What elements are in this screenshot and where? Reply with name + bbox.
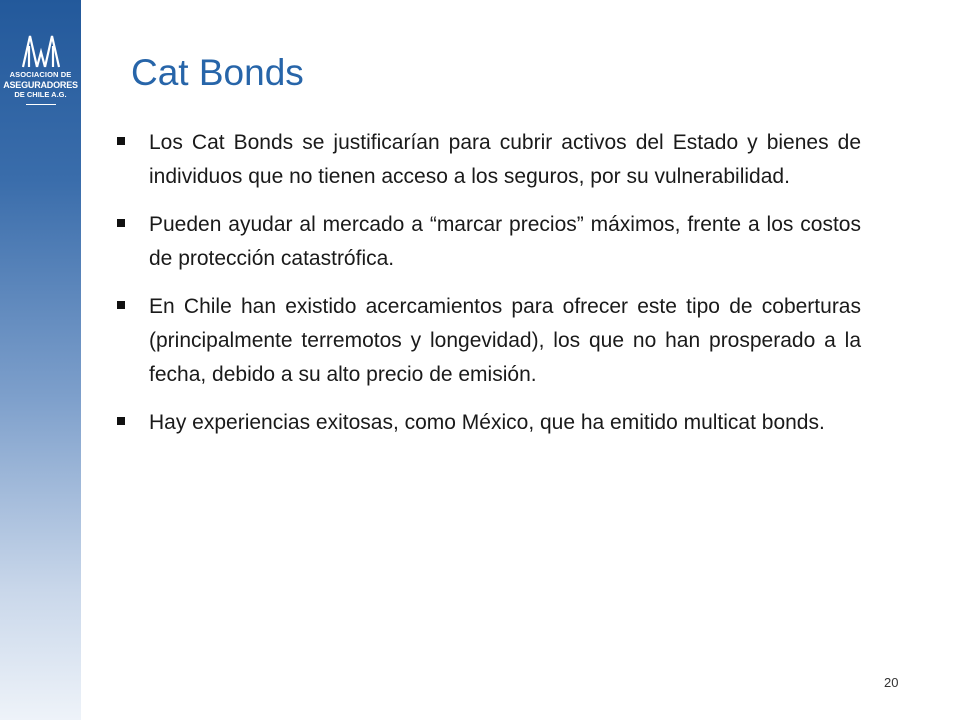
- association-logo: [0, 34, 81, 105]
- square-bullet-icon: [117, 417, 125, 425]
- square-bullet-icon: [117, 219, 125, 227]
- logo-text: [3, 70, 78, 100]
- bullet-item: [115, 406, 861, 440]
- logo-line-2: ASEGURADORES: [3, 80, 78, 90]
- sidebar-gradient: [0, 0, 81, 720]
- bullet-text: En Chile han existido acercamientos para ofrecer este tipo de coberturas (principalmente terremotos y longevidad), los que no han prosperado a la fecha, debido a su alto precio de emisión.: [149, 295, 861, 386]
- bullet-text: Pueden ayudar al mercado a “marcar precios” máximos, frente a los costos de protección catastrófica.: [149, 213, 861, 270]
- logo-divider: [26, 104, 56, 105]
- page-number: 20: [884, 675, 899, 690]
- bullet-item: [115, 126, 861, 194]
- square-bullet-icon: [117, 137, 125, 145]
- bullet-text: Los Cat Bonds se justificarían para cubrir activos del Estado y bienes de individuos que no tienen acceso a los seguros, por su vulnerabilidad.: [149, 131, 861, 188]
- square-bullet-icon: [117, 301, 125, 309]
- bullet-item: [115, 290, 861, 392]
- bullet-item: [115, 208, 861, 276]
- logo-line-3: DE CHILE A.G.: [14, 90, 67, 99]
- logo-line-1: ASOCIACION DE: [9, 70, 72, 79]
- columns-logo-icon: [19, 34, 63, 68]
- slide-title: Cat Bonds: [131, 52, 304, 93]
- bullet-list: [115, 126, 861, 454]
- bullet-text: Hay experiencias exitosas, como México, que ha emitido multicat bonds.: [149, 411, 825, 434]
